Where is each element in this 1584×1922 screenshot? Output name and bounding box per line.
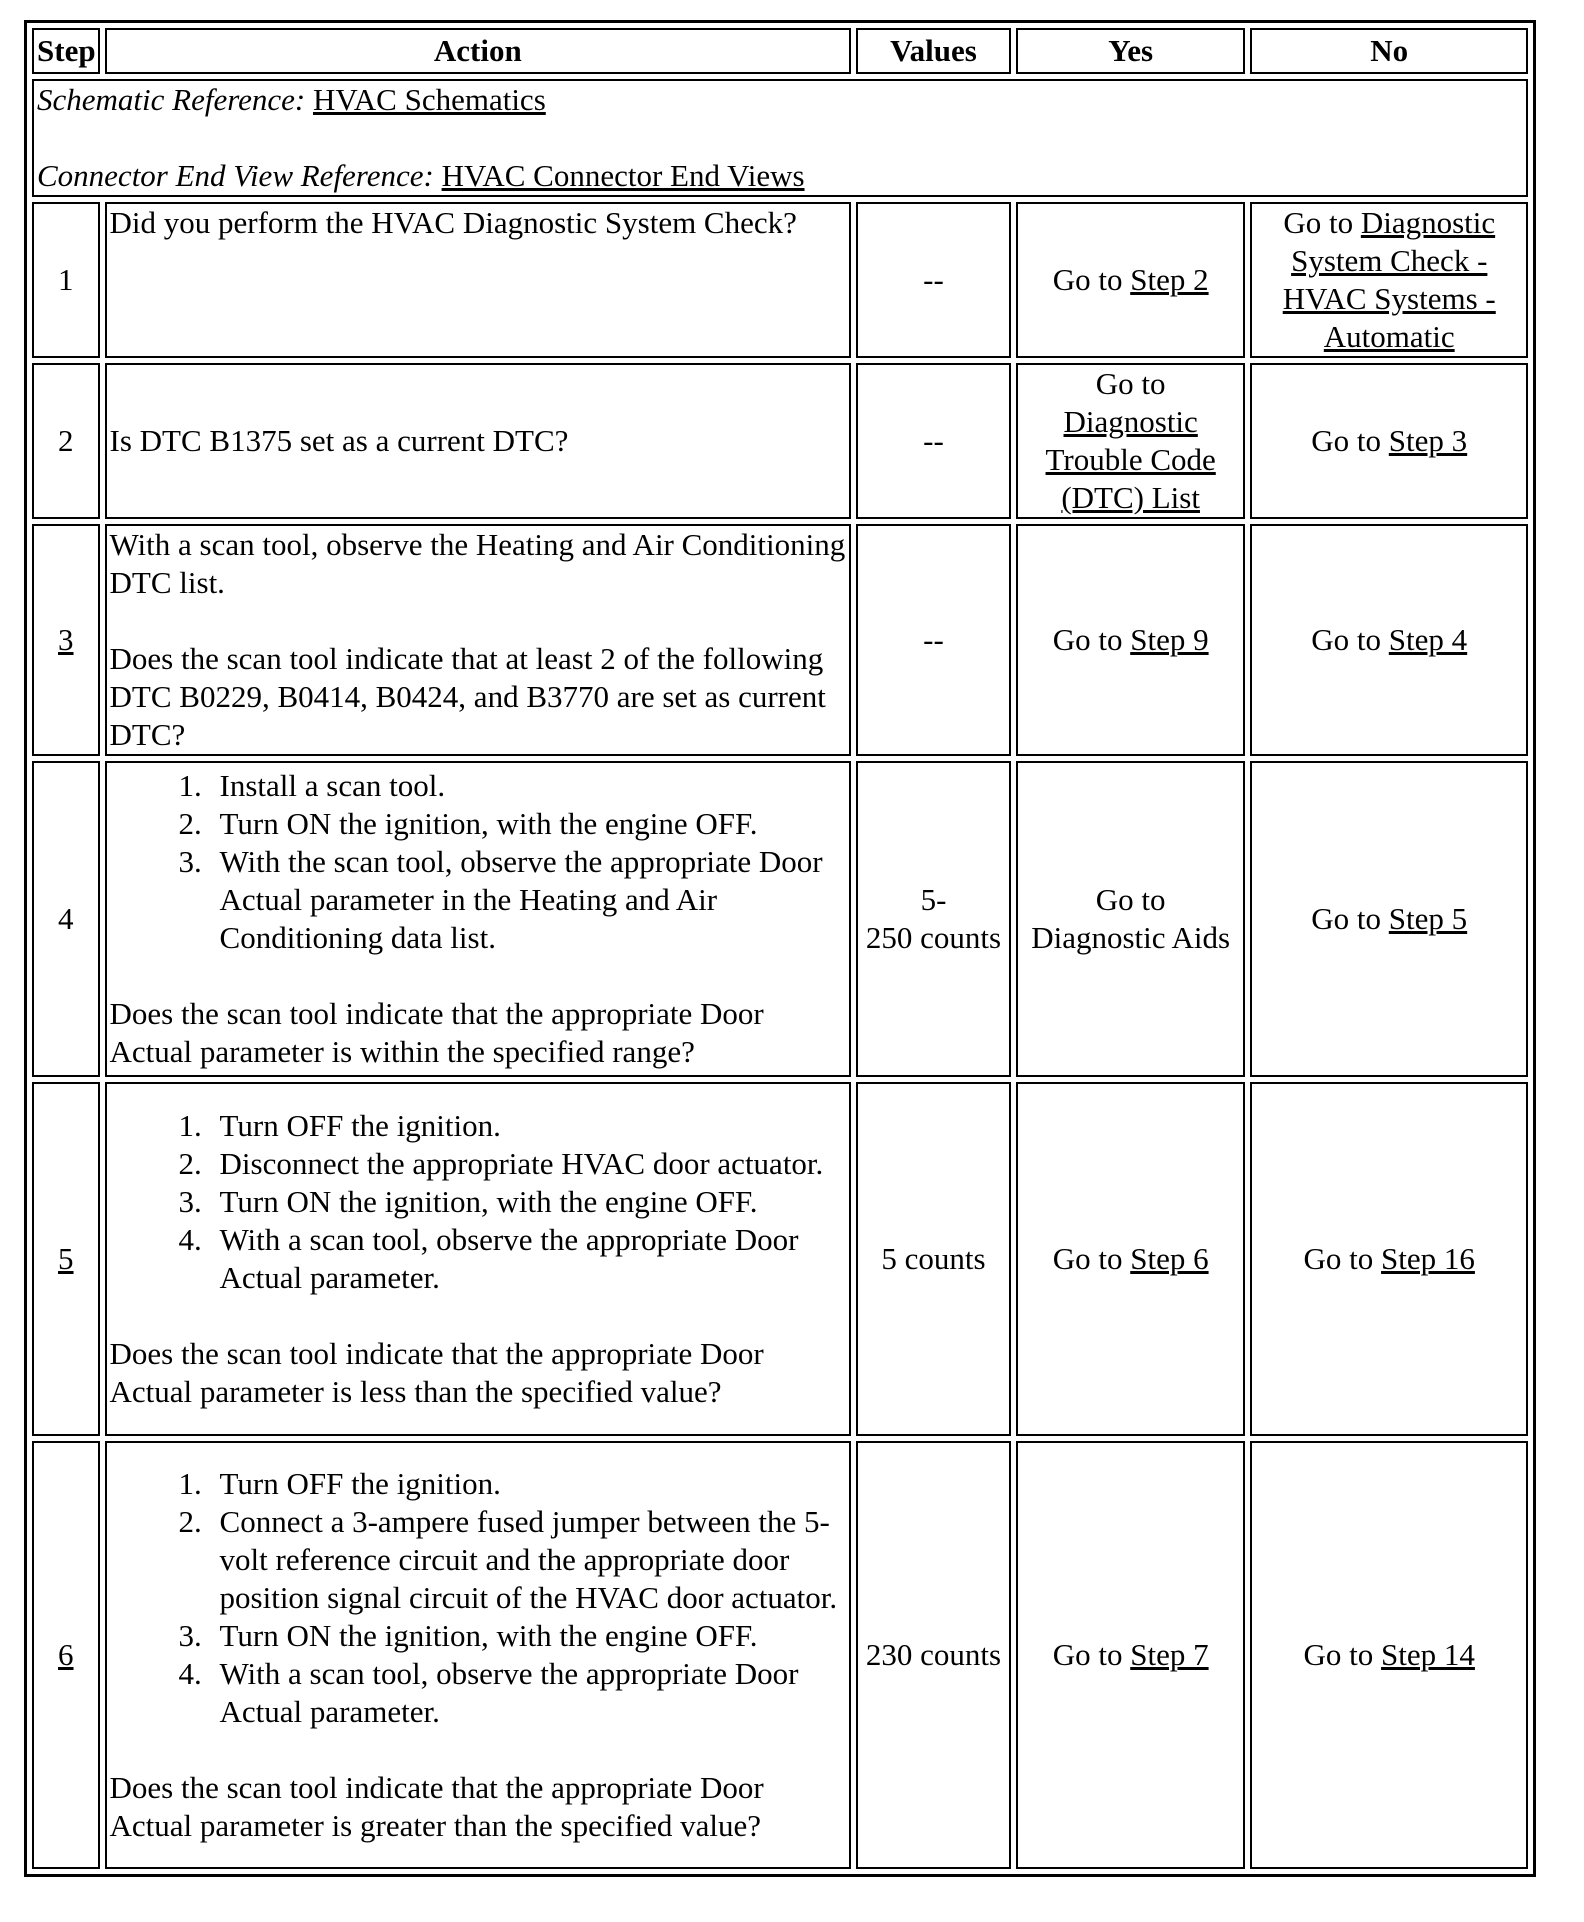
go-to-label: Go to — [1095, 882, 1166, 917]
action-list-item: 4. With a scan tool, observe the appropriate Door Actual parameter. — [210, 1655, 847, 1731]
action-cell — [105, 1082, 852, 1436]
no-step-link[interactable]: Step 3 — [1388, 423, 1468, 458]
header-values: Values — [856, 28, 1011, 74]
action-question: Does the scan tool indicate that the appropriate Door Actual parameter is within the specified range? — [109, 996, 764, 1069]
action-list — [110, 1465, 847, 1731]
step-link[interactable]: 5 — [58, 1241, 74, 1276]
yes-cell — [1016, 1441, 1246, 1869]
no-cell — [1250, 202, 1528, 358]
yes-cell — [1016, 202, 1246, 358]
no-step-link[interactable]: Step 14 — [1381, 1637, 1475, 1672]
step-number — [32, 1082, 100, 1436]
table-row — [32, 1441, 1528, 1869]
value-line: 5- — [920, 882, 947, 917]
go-to-label: Go to — [1311, 423, 1382, 458]
action-question: Does the scan tool indicate that the appropriate Door Actual parameter is greater than the specified value? — [109, 1770, 764, 1843]
header-row — [32, 28, 1528, 74]
table-row — [32, 363, 1528, 519]
yes-link-dtc-list[interactable]: Diagnostic — [1063, 404, 1198, 439]
diagnostic-table-wrapper — [24, 20, 1536, 1877]
step-number: 4 — [32, 761, 100, 1077]
action-cell — [105, 761, 852, 1077]
go-to-label: Go to — [1311, 901, 1382, 936]
yes-cell — [1016, 363, 1246, 519]
action-question: Does the scan tool indicate that the appropriate Door Actual parameter is less than the specified value? — [109, 1336, 764, 1409]
no-cell — [1250, 1441, 1528, 1869]
yes-step-link[interactable]: Step 9 — [1130, 622, 1209, 657]
yes-step-link[interactable]: Step 2 — [1130, 262, 1209, 297]
no-link-diagnostic-system-check-3[interactable]: HVAC Systems - — [1282, 281, 1496, 316]
connector-reference — [37, 157, 1523, 195]
action-cell — [105, 524, 852, 756]
table-row — [32, 761, 1528, 1077]
no-cell — [1250, 1082, 1528, 1436]
go-to-label: Go to — [1052, 262, 1123, 297]
action-list-item: 4. With a scan tool, observe the appropriate Door Actual parameter. — [210, 1221, 847, 1297]
no-link-diagnostic-system-check-2[interactable]: System Check - — [1291, 243, 1488, 278]
header-step: Step — [32, 28, 100, 74]
go-to-label: Go to — [1283, 205, 1354, 240]
action-list-item: 2. Connect a 3-ampere fused jumper between the 5-volt reference circuit and the appropriate door position signal circuit of the HVAC door actuator. — [210, 1503, 847, 1617]
go-to-label: Go to — [1052, 1241, 1123, 1276]
action-list — [110, 1107, 847, 1297]
schematic-reference-link[interactable]: HVAC Schematics — [312, 82, 546, 117]
go-to-label: Go to — [1052, 622, 1123, 657]
yes-link-dtc-list-2[interactable]: Trouble Code — [1045, 442, 1216, 477]
step-number: 1 — [32, 202, 100, 358]
no-step-link[interactable]: Step 5 — [1388, 901, 1468, 936]
go-to-label: Go to — [1303, 1241, 1374, 1276]
step-number: 2 — [32, 363, 100, 519]
action-question: Does the scan tool indicate that at least 2 of the following DTC B0229, B0414, B0424, and B3770 are set as current DTC? — [109, 641, 826, 752]
no-step-link[interactable]: Step 4 — [1388, 622, 1468, 657]
yes-cell — [1016, 1082, 1246, 1436]
value-cell: 5 counts — [856, 1082, 1011, 1436]
diagnostic-aids-text: Diagnostic Aids — [1031, 920, 1231, 955]
action-paragraph: With a scan tool, observe the Heating and Air Conditioning DTC list. — [109, 527, 846, 600]
header-yes: Yes — [1016, 28, 1246, 74]
step-number — [32, 524, 100, 756]
yes-step-link[interactable]: Step 6 — [1130, 1241, 1209, 1276]
step-number — [32, 1441, 100, 1869]
header-action: Action — [105, 28, 852, 74]
action-cell: Is DTC B1375 set as a current DTC? — [105, 363, 852, 519]
table-row — [32, 1082, 1528, 1436]
schematic-reference — [37, 81, 1523, 119]
connector-reference-link[interactable]: HVAC Connector End Views — [441, 158, 805, 193]
value-line: 250 counts — [865, 920, 1002, 955]
yes-cell — [1016, 761, 1246, 1077]
action-list-item: 3. Turn ON the ignition, with the engine OFF. — [210, 1617, 847, 1655]
action-list-item: 2. Disconnect the appropriate HVAC door actuator. — [210, 1145, 847, 1183]
action-list-item: 2. Turn ON the ignition, with the engine OFF. — [210, 805, 847, 843]
action-list-item: 3. Turn ON the ignition, with the engine OFF. — [210, 1183, 847, 1221]
action-cell: Did you perform the HVAC Diagnostic System Check? — [105, 202, 852, 358]
step-link[interactable]: 6 — [58, 1637, 74, 1672]
no-cell — [1250, 363, 1528, 519]
step-link[interactable]: 3 — [58, 622, 74, 657]
action-list — [110, 767, 847, 957]
no-cell — [1250, 524, 1528, 756]
no-step-link[interactable]: Step 16 — [1381, 1241, 1475, 1276]
connector-reference-label: Connector End View Reference: — [37, 158, 434, 193]
reference-row — [32, 79, 1528, 197]
value-cell: -- — [856, 363, 1011, 519]
table-row — [32, 202, 1528, 358]
no-link-diagnostic-system-check[interactable]: Diagnostic — [1360, 205, 1496, 240]
reference-cell — [32, 79, 1528, 197]
yes-link-dtc-list-3[interactable]: (DTC) List — [1061, 480, 1200, 515]
diagnostic-table — [24, 20, 1536, 1877]
schematic-reference-label: Schematic Reference: — [37, 82, 306, 117]
header-no: No — [1250, 28, 1528, 74]
value-cell: -- — [856, 524, 1011, 756]
action-list-item: 3. With the scan tool, observe the appropriate Door Actual parameter in the Heating and Air Conditioning data list. — [210, 843, 847, 957]
go-to-label: Go to — [1052, 1637, 1123, 1672]
table-row — [32, 524, 1528, 756]
yes-step-link[interactable]: Step 7 — [1130, 1637, 1209, 1672]
go-to-label: Go to — [1303, 1637, 1374, 1672]
action-list-item: 1. Turn OFF the ignition. — [210, 1465, 847, 1503]
action-cell — [105, 1441, 852, 1869]
no-link-diagnostic-system-check-4[interactable]: Automatic — [1323, 319, 1455, 354]
go-to-label: Go to — [1095, 366, 1166, 401]
action-list-item: 1. Install a scan tool. — [210, 767, 847, 805]
yes-cell — [1016, 524, 1246, 756]
go-to-label: Go to — [1311, 622, 1382, 657]
value-cell: 230 counts — [856, 1441, 1011, 1869]
no-cell — [1250, 761, 1528, 1077]
value-cell — [856, 761, 1011, 1077]
value-cell: -- — [856, 202, 1011, 358]
action-list-item: 1. Turn OFF the ignition. — [210, 1107, 847, 1145]
